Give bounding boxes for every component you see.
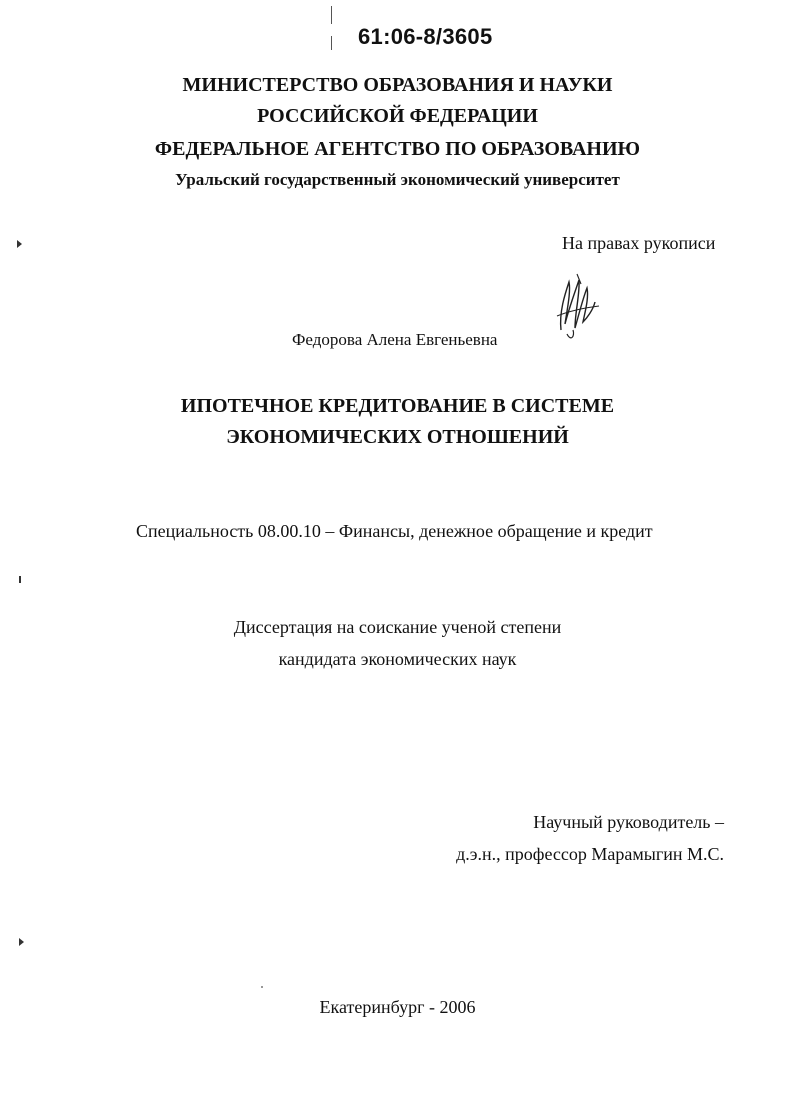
agency-name: ФЕДЕРАЛЬНОЕ АГЕНТСТВО ПО ОБРАЗОВАНИЮ [154, 138, 641, 160]
manuscript-rights: На правах рукописи [562, 233, 716, 253]
specialty: Специальность 08.00.10 – Финансы, денежное обращение и кредит [136, 521, 653, 541]
supervisor-block [456, 806, 724, 870]
scan-mark [17, 240, 22, 248]
dissertation-line-2: кандидата экономических наук [278, 649, 517, 669]
author-name: Федорова Алена Евгеньевна [292, 330, 498, 349]
scan-mark [19, 576, 21, 583]
supervisor-label: Научный руководитель – [533, 812, 724, 832]
thesis-title-line-2: ЭКОНОМИЧЕСКИХ ОТНОШЕНИЙ [226, 426, 569, 448]
scan-margin-line [331, 6, 332, 24]
scan-margin-line [331, 36, 332, 50]
ministry-line-2: РОССИЙСКОЙ ФЕДЕРАЦИИ [257, 105, 538, 127]
thesis-title-line-1: ИПОТЕЧНОЕ КРЕДИТОВАНИЕ В СИСТЕМЕ [180, 395, 615, 417]
university-name: Уральский государственный экономический университет [175, 170, 620, 189]
archive-code: 61:06-8/3605 [358, 24, 493, 49]
ministry-line-1: МИНИСТЕРСТВО ОБРАЗОВАНИЯ И НАУКИ [182, 74, 613, 96]
scan-mark [19, 938, 24, 946]
dissertation-line-1: Диссертация на соискание ученой степени [233, 617, 562, 637]
signature-icon [553, 272, 603, 342]
city-year: Екатеринбург - 2006 [319, 997, 476, 1017]
supervisor-name: д.э.н., профессор Марамыгин М.С. [456, 844, 724, 864]
scan-dot [261, 986, 263, 988]
